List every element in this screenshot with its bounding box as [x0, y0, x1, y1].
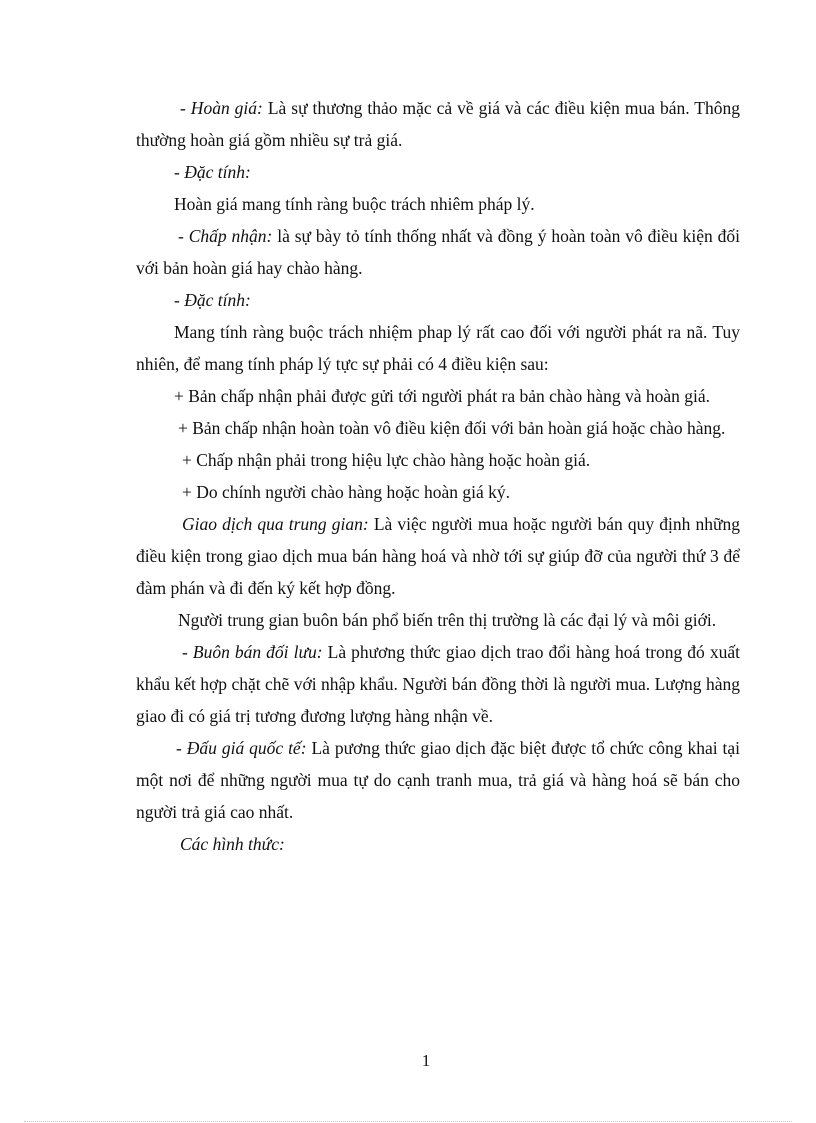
- paragraph-text: + Do chính người chào hàng hoặc hoàn giá ký.: [182, 482, 510, 502]
- term-label: - Đặc tính:: [174, 290, 251, 310]
- paragraph-dau-gia-quoc-te: [136, 732, 740, 828]
- paragraph-text: Là sự thương thảo mặc cả về giá và các điều kiện mua bán. Thông thường hoàn giá gồm nhiều sự trả giá.: [136, 98, 740, 150]
- paragraph-cac-hinh-thuc: [136, 828, 740, 860]
- paragraph-hoan-gia: [136, 92, 740, 156]
- paragraph-dac-tinh-1: [136, 156, 740, 188]
- paragraph-text: + Chấp nhận phải trong hiệu lực chào hàng hoặc hoàn giá.: [182, 450, 591, 470]
- paragraph-text: Là việc người mua hoặc người bán quy định những điều kiện trong giao dịch mua bán hàng hoá và nhờ tới sự giúp đỡ của người thứ 3 để đàm phán và đi đến ký kết hợp đồng.: [136, 514, 740, 598]
- page-number: 1: [421, 1051, 431, 1070]
- paragraph-dac-tinh-2: [136, 284, 740, 316]
- paragraph-text: + Bản chấp nhận phải được gửi tới người phát ra bản chào hàng và hoàn giá.: [174, 386, 711, 406]
- term-label: - Chấp nhận:: [178, 226, 273, 246]
- term-label: - Đặc tính:: [174, 162, 251, 182]
- list-item-condition-1: [136, 380, 740, 412]
- term-label: Giao dịch qua trung gian:: [182, 514, 369, 534]
- term-label: Các hình thức:: [180, 834, 285, 854]
- paragraph-text: Hoàn giá mang tính ràng buộc trách nhiêm pháp lý.: [174, 194, 535, 214]
- paragraph-text: Là pương thức giao dịch đặc biệt được tổ chức công khai tại một nơi để những người mua tự do cạnh tranh mua, trả giá và hàng hoá sẽ bán cho người trả giá cao nhất.: [136, 738, 740, 822]
- paragraph-text: + Bản chấp nhận hoàn toàn vô điều kiện đối với bản hoàn giá hoặc chào hàng.: [178, 418, 726, 438]
- list-item-condition-3: [136, 444, 740, 476]
- paragraph-chap-nhan: [136, 220, 740, 284]
- term-label: - Hoàn giá:: [180, 98, 263, 118]
- paragraph-hoan-gia-tinh-chat: [136, 188, 740, 220]
- paragraph-text: Là phương thức giao dịch trao đổi hàng hoá trong đó xuất khẩu kết hợp chặt chẽ với nhập khẩu. Người bán đồng thời là người mua. Lượng hàng giao đi có giá trị tương đương lượng hàng nhận về.: [136, 642, 740, 726]
- paragraph-text: Mang tính ràng buộc trách nhiệm phap lý rất cao đối với người phát ra nã. Tuy nhiên, để mang tính pháp lý tực sự phải có 4 điều kiện sau:: [136, 322, 740, 374]
- document-body: [136, 92, 740, 860]
- paragraph-rang-buoc: [136, 316, 740, 380]
- paragraph-giao-dich-trung-gian: [136, 508, 740, 604]
- term-label: - Đấu giá quốc tế:: [176, 738, 307, 758]
- paragraph-text: Người trung gian buôn bán phổ biến trên thị trường là các đại lý và môi giới.: [178, 610, 717, 630]
- page-bottom-border: [24, 1121, 792, 1122]
- list-item-condition-4: [136, 476, 740, 508]
- list-item-condition-2: [136, 412, 740, 444]
- paragraph-nguoi-trung-gian: [136, 604, 740, 636]
- paragraph-text: là sự bày tỏ tính thống nhất và đồng ý hoàn toàn vô điều kiện đối với bản hoàn giá hay chào hàng.: [136, 226, 740, 278]
- term-label: - Buôn bán đối lưu:: [182, 642, 323, 662]
- paragraph-buon-ban-doi-luu: [136, 636, 740, 732]
